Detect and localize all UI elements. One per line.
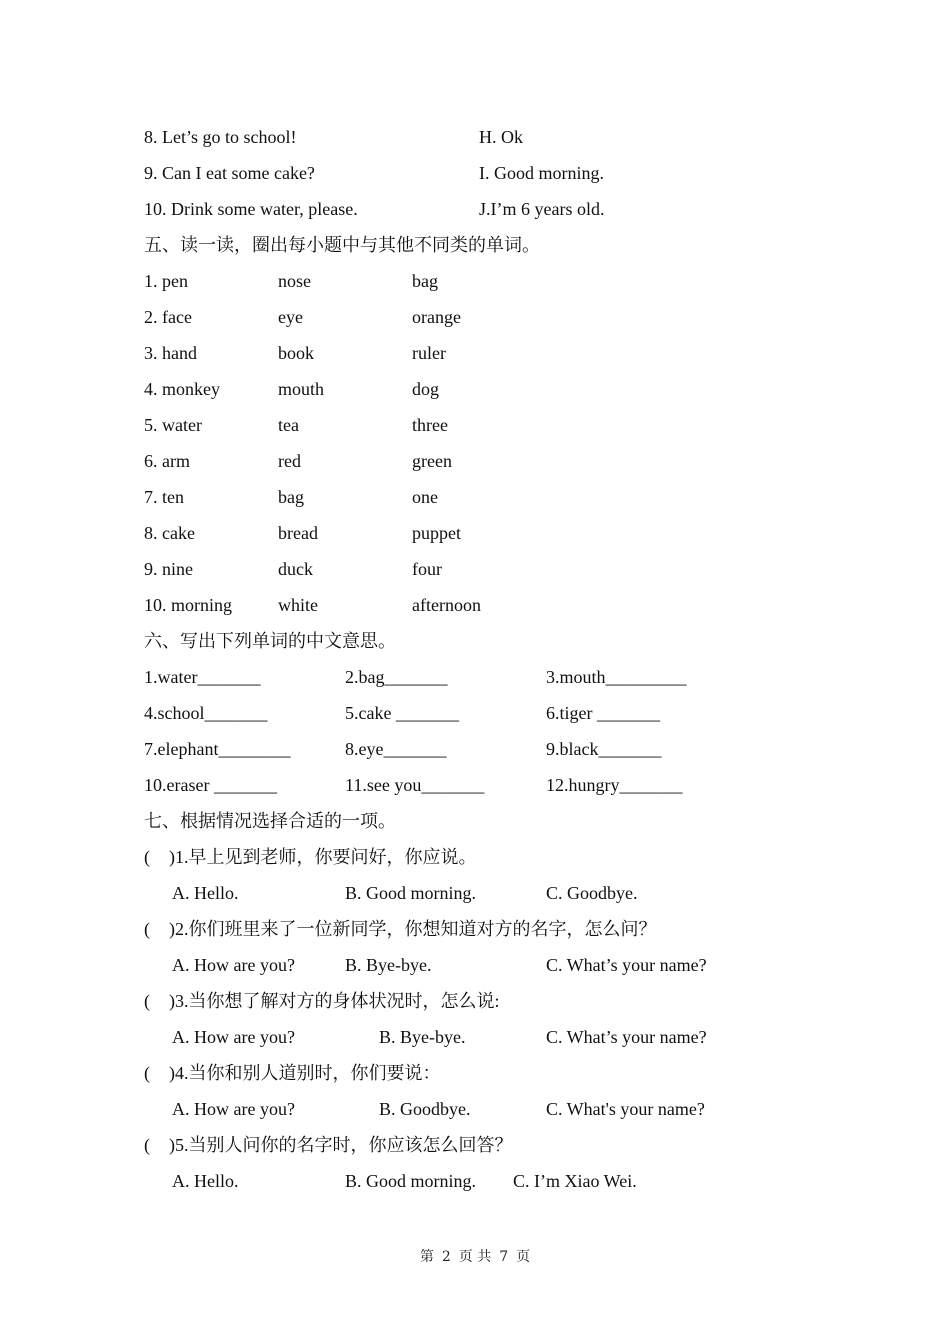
- s5-row5-word2: tea: [278, 415, 299, 435]
- q4-answer-bracket: (: [144, 1063, 150, 1083]
- match-left-8: 8. Let’s go to school!: [144, 127, 297, 147]
- match-right-j: J.I’m 6 years old.: [479, 199, 605, 219]
- s5-row8-word2: bread: [278, 523, 318, 543]
- s5-row2-word3: orange: [412, 307, 461, 327]
- footer-total-pages: 7: [499, 1249, 509, 1265]
- s5-row6-word1: 6. arm: [144, 451, 190, 471]
- s5-row4-word2: mouth: [278, 379, 325, 399]
- footer-middle: 页 共: [458, 1249, 492, 1265]
- match-left-9: 9. Can I eat some cake?: [144, 163, 315, 183]
- s5-row2-word2: eye: [278, 307, 303, 327]
- s5-row5-word1: 5. water: [144, 415, 202, 435]
- s6-row1-item3: 3.mouth_________: [546, 667, 687, 687]
- q2-stem: )2.你们班里来了一位新同学，你想知道对方的名字，怎么问？: [169, 919, 657, 939]
- s5-row9-word2: duck: [278, 559, 313, 579]
- q3-option-b: B. Bye-bye.: [379, 1027, 466, 1047]
- s5-row8-word1: 8. cake: [144, 523, 195, 543]
- s5-row3-word1: 3. hand: [144, 343, 197, 363]
- s6-row4-item3: 12.hungry_______: [546, 775, 683, 795]
- q4-option-c: C. What's your name?: [546, 1099, 705, 1119]
- match-right-i: I. Good morning.: [479, 163, 604, 183]
- s5-row6-word3: green: [412, 451, 452, 471]
- q5-option-a: A. Hello.: [172, 1171, 239, 1191]
- q3-option-a: A. How are you?: [172, 1027, 295, 1047]
- q4-stem: )4.当你和别人道别时，你们要说：: [169, 1063, 441, 1083]
- s6-row3-item3: 9.black_______: [546, 739, 662, 759]
- s6-row2-item1: 4.school_______: [144, 703, 268, 723]
- q5-answer-bracket: (: [144, 1135, 150, 1155]
- section6-title: 六、写出下列单词的中文意思。: [144, 631, 396, 651]
- s6-row1-item1: 1.water_______: [144, 667, 261, 687]
- q2-option-c: C. What’s your name?: [546, 955, 707, 975]
- s5-row7-word1: 7. ten: [144, 487, 184, 507]
- q4-option-b: B. Goodbye.: [379, 1099, 471, 1119]
- q2-option-a: A. How are you?: [172, 955, 295, 975]
- s6-row4-item2: 11.see you_______: [345, 775, 485, 795]
- s5-row4-word3: dog: [412, 379, 439, 399]
- footer-suffix: 页: [516, 1249, 531, 1265]
- s5-row7-word2: bag: [278, 487, 304, 507]
- q3-option-c: C. What’s your name?: [546, 1027, 707, 1047]
- s5-row2-word1: 2. face: [144, 307, 192, 327]
- q1-option-a: A. Hello.: [172, 883, 239, 903]
- s6-row4-item1: 10.eraser _______: [144, 775, 277, 795]
- footer-prefix: 第: [419, 1249, 434, 1265]
- s5-row10-word3: afternoon: [412, 595, 481, 615]
- s6-row3-item1: 7.elephant________: [144, 739, 291, 759]
- s5-row3-word2: book: [278, 343, 314, 363]
- s5-row10-word1: 10. morning: [144, 595, 232, 615]
- q5-option-b: B. Good morning.: [345, 1171, 477, 1191]
- q1-stem: )1.早上见到老师，你要问好，你应说。: [169, 847, 477, 867]
- q1-option-c: C. Goodbye.: [546, 883, 638, 903]
- s5-row5-word3: three: [412, 415, 448, 435]
- s6-row2-item2: 5.cake _______: [345, 703, 459, 723]
- q2-option-b: B. Bye-bye.: [345, 955, 432, 975]
- footer-page-number: 2: [441, 1249, 451, 1265]
- q1-option-b: B. Good morning.: [345, 883, 477, 903]
- s5-row1-word3: bag: [412, 271, 438, 291]
- match-right-h: H. Ok: [479, 127, 523, 147]
- match-left-10: 10. Drink some water, please.: [144, 199, 358, 219]
- q4-option-a: A. How are you?: [172, 1099, 295, 1119]
- s5-row3-word3: ruler: [412, 343, 446, 363]
- q3-stem: )3.当你想了解对方的身体状况时，怎么说:: [169, 991, 500, 1011]
- section7-title: 七、根据情况选择合适的一项。: [144, 811, 396, 831]
- s6-row2-item3: 6.tiger _______: [546, 703, 660, 723]
- q1-answer-bracket: (: [144, 847, 150, 867]
- s5-row8-word3: puppet: [412, 523, 461, 543]
- q3-answer-bracket: (: [144, 991, 150, 1011]
- s5-row9-word1: 9. nine: [144, 559, 193, 579]
- s5-row4-word1: 4. monkey: [144, 379, 220, 399]
- page-footer: [0, 1246, 950, 1266]
- s5-row6-word2: red: [278, 451, 301, 471]
- q5-option-c: C. I’m Xiao Wei.: [513, 1171, 637, 1191]
- s5-row10-word2: white: [278, 595, 318, 615]
- s5-row1-word2: nose: [278, 271, 311, 291]
- s5-row1-word1: 1. pen: [144, 271, 188, 291]
- q2-answer-bracket: (: [144, 919, 150, 939]
- section5-title: 五、读一读，圈出每小题中与其他不同类的单词。: [144, 235, 540, 255]
- s5-row9-word3: four: [412, 559, 442, 579]
- s6-row3-item2: 8.eye_______: [345, 739, 447, 759]
- s5-row7-word3: one: [412, 487, 438, 507]
- s6-row1-item2: 2.bag_______: [345, 667, 448, 687]
- q5-stem: )5.当别人问你的名字时，你应该怎么回答？: [169, 1135, 513, 1155]
